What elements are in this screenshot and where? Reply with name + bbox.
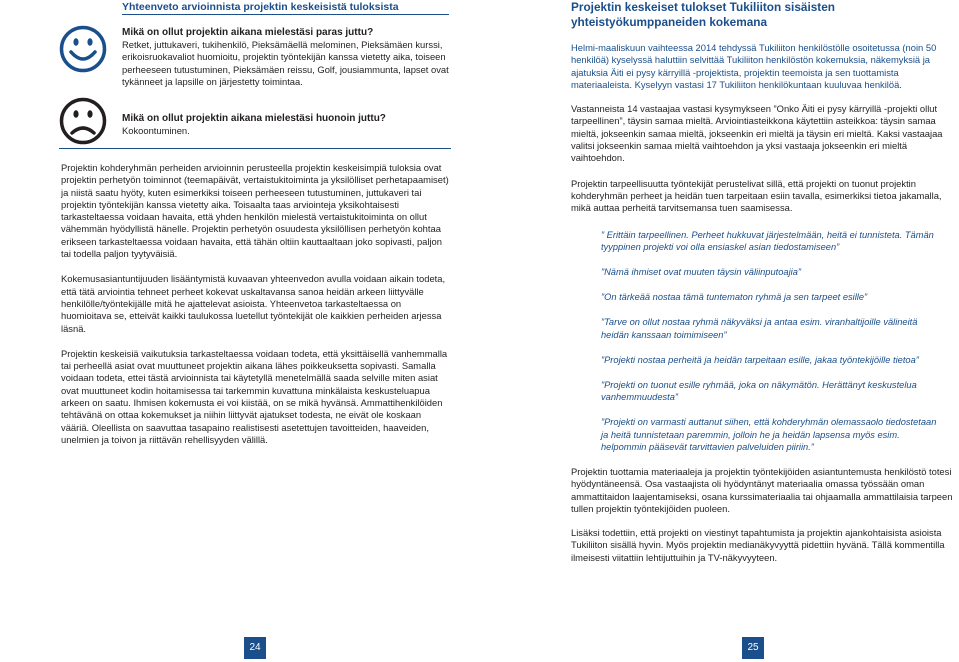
title-underline [122,14,449,15]
left-body [61,162,451,446]
worst-thing-block [122,113,452,137]
quote-7: ”Projekti on varmasti auttanut siihen, että kohderyhmän olemassaolo tiedostetaan ja heitä tunnistetaan paremmin, jolloin he ja heidän lapsensa myös esim. helpommin pääsevät tarvittavien palveluiden piiriin.” [601,417,937,452]
best-answer: Retket, juttukaveri, tukihenkilö, Pieksämäellä melominen, Pieksämäen kurssi, erikoisruokavaliot huomioitu, projektin työntekijän kanssa vietetty aika, toiseen perheeseen tutustuminen, Pieksämäen reissu, Golf, jousiammunta, lapset ovat tykänneet ja lapsille on järjestetty toimintaa. [122,39,449,87]
worst-answer: Kokoontuminen. [122,125,190,136]
quote-2: ”Nämä ihmiset ovat muuten täysin väliinputoajia” [601,266,801,277]
right-intro-paragraph: Helmi-maaliskuun vaihteessa 2014 tehdyssä Tukiliiton henkilöstölle osoitetussa (noin 50 henkilöä) kyselyssä haluttiin selvittää Tukiliiton henkilöstön kokemuksia, näkemyksiä ja ajatuksia Äiti ei pysy kärryillä -projektista, projektin teemoista ja sen tuottamista materiaaleista. Kyselyyn vastasi 17 Tukiliiton henkilökuntaan kuuluvaa henkilöä. [571,42,937,90]
section-divider [59,148,451,149]
right-paragraph-2: Vastanneista 14 vastaajaa vastasi kysymykseen ”Onko Äiti ei pysy kärryillä -projekti ollut tarpeellinen”, täysin samaa mieltä. Arviointiasteikkona käytettiin asteikkoa: täysin samaa mieltä, jokseenkin samaa mieltä, jokseenkin eri mieltä ja täysin eri mieltä. Kaksi vastaajaa valitsi jokseenkin samaa mieltä vaihtoehdon ja yksi vastaaja jokseenkin eri mieltä vaihtoehdon. [571,103,943,164]
right-body [571,42,959,564]
best-thing-block [122,27,452,88]
left-paragraph-3: Projektin keskeisiä vaikutuksia tarkasteltaessa voidaan todeta, että yksittäisellä vanhemmalla tai perheellä asiat ovat muuttuneet projektin aikana lähes poikkeuksetta sopivasti. Samalla voidaan todeta, ettei tästä arvioinnista tai käytetyllä menetelmällä saada selville miten asiat ovat muuttuneet kodin hoitamisessa tai tarkemmin kuvattuna minkälaista keskusteluapua arkeen on saatu. Ihmisen kokemusta ei voi kiistää, on se mikä hyvänsä. Ammattihenkilöiden tehtävänä on ottaa kokemukset ja niihin liittyvät ajatukset todesta, ne eivät ole koskaan vääriä. Oleellista on saavuttaa tasapaino realistisesti asetettujen tavoitteiden, haaveiden, unelmien ja toivon ja riittävän rehellisyyden välillä. [61,347,448,445]
eval-summary-title: Yhteenveto arvioinnista projektin keskeisistä tuloksista [122,1,399,13]
right-paragraph-3: Projektin tarpeellisuutta työntekijät perustelivat sillä, että projekti on tuonut projektin kohderyhmän perheet ja heidän tuen tarpeitaan esiin tavalla, esimerkiksi tietoa jakamalla, mikä auttaa perheitä tarvitsemansa tuen saamisessa. [571,177,942,214]
worst-question: Mikä on ollut projektin aikana mielestäsi huonoin juttu? [122,113,386,124]
page-number-right: 25 [742,637,764,659]
left-paragraph-2: Kokemusasiantuntijuuden lisääntymistä kuvaavan yhteenvedon avulla voidaan aikain todeta, että tätä arviointia tehneet perheet kokevat uskaltavansa sanoa heidän arkeen liittyvälle henkilölle/työntekijälle mitä he ajattelevat asioista. Yhteenvetoa tarkasteltaessa on huomioitava se, etteivät kaikki taulukossa luetellut työntekijät ole kaikkien perheiden arjessa läsnä. [61,273,446,334]
quote-1: ” Erittäin tarpeellinen. Perheet hukkuvat järjestelmään, heitä ei tunnisteta. Tämän tyyppinen projekti voi olla ensiaskel asian tiedostamiseen” [601,229,934,252]
right-title: Projektin keskeiset tulokset Tukiliiton sisäisten yhteistyökumppaneiden kokemana [571,0,835,29]
quote-4: ”Tarve on ollut nostaa ryhmä näkyväksi ja antaa esim. viranhaltijoille välineitä heidän kanssaan toimimiseen” [601,317,918,340]
best-question: Mikä on ollut projektin aikana mielestäsi paras juttu? [122,27,374,38]
quote-5: ”Projekti nostaa perheitä ja heidän tarpeitaan esille, jakaa työntekijöille tietoa” [601,354,919,365]
left-paragraph-1: Projektin kohderyhmän perheiden arvioinnin perusteella projektin keskeisimpiä tuloksia ovat projektin perhetyön toiminnot (teemapäivät, vertaistukitoiminta ja yksilölliset perhetapaamiset) ja niistä saatu hyöty, kuten esimerkiksi toiseen perheeseen tutustuminen, juttukaveri tai projektin työntekijän kanssa vietetty aika. Toisaalta taas arviointeja yksikohtaisesti tarkasteltaessa voidaan havaita, että yhden henkilön mielestä vertaistukitoiminta on ollut vähemmän hyödyllistä hänelle. Projektin perhetyön osuudesta yksilöllisen perhetyön kohtaa erikseen tarkasteltaessa voidaan havaita, että tähän oltiin kauttaaltaan joko sopivasti, paljon tai todella paljon tyytyväisiä. [61,162,449,260]
right-closing-paragraph-1: Projektin tuottamia materiaaleja ja projektin työntekijöiden asiantuntemusta henkilöstö totesi hyödyntäneensä. Osa vastaajista oli hyödyntänyt materiaalia omassa työssään oman ammattitaidon laajentamiseksi, osana kurssimateriaalia tai ohjaamalla ammattilaisia tarpeen tullen projektin työntekijöiden puoleen. [571,466,953,514]
smiley-happy-icon [59,25,107,73]
right-closing-paragraph-2: Lisäksi todettiin, että projekti on viestinyt tapahtumista ja projektin ajankohtaisista asioista Tukiliiton sisällä hyvin. Myös projektin medianäkyvyyttä pidettiin hyvänä. Tällä kommentilla ilmeisesti viitattiin lehtijuttuihin ja TV-näkyvyyteen. [571,527,945,563]
quote-6: ”Projekti on tuonut esille ryhmää, joka on näkymätön. Herättänyt keskustelua vanhemmuudesta” [601,379,917,403]
quote-3: ”On tärkeää nostaa tämä tuntematon ryhmä ja sen tarpeet esille” [601,292,868,303]
smiley-sad-icon [59,97,107,145]
quotes-list [571,229,941,453]
page-number-left: 24 [244,637,266,659]
